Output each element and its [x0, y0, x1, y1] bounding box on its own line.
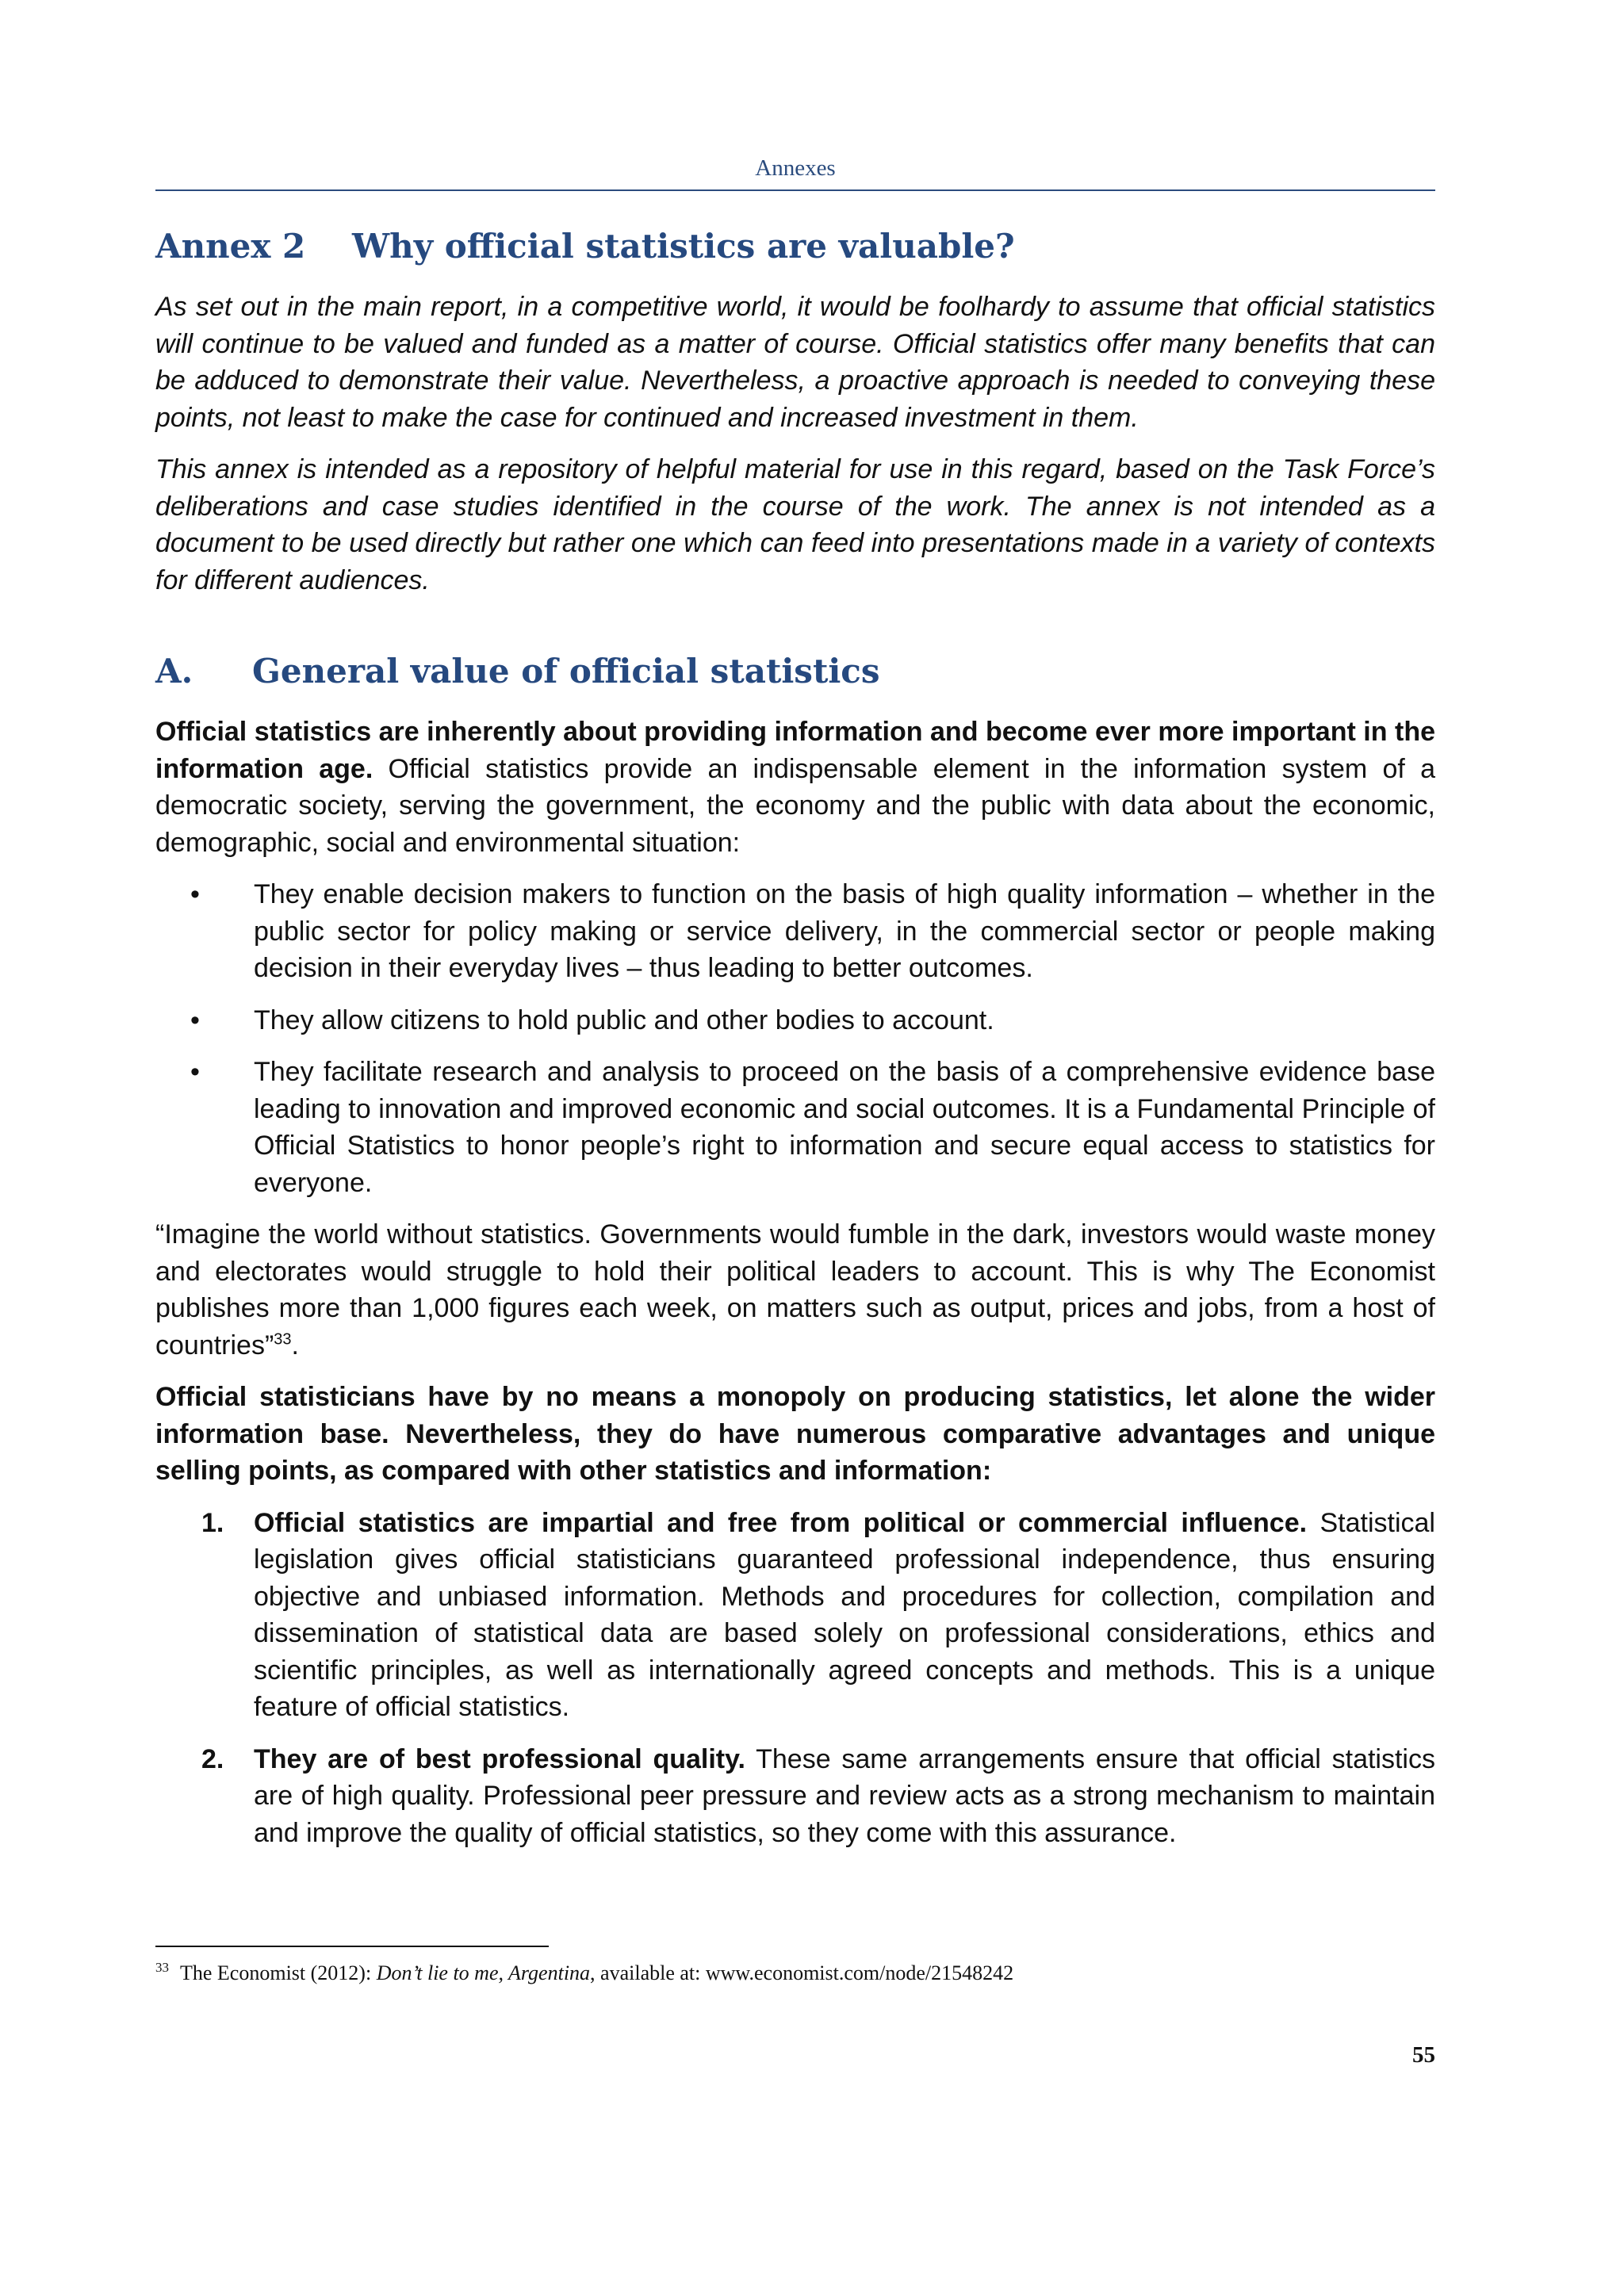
- numbered-list: [155, 1505, 1435, 1852]
- section-title: General value of official statistics: [252, 652, 880, 691]
- intro-paragraph-2: This annex is intended as a repository of helpful material for use in this regard, based on the Task Force’s deliberations and case studies identified in the course of the work. The annex is not intended as a document to be used directly but rather one which can feed into presentations made in a variety of contexts for different audiences.: [155, 454, 1435, 595]
- item-text: These same arrangements ensure that official statistics are of high quality. Professional peer pressure and review acts as a strong mechanism to maintain and improve the quality of official statistics, so they come with this assurance.: [254, 1743, 1435, 1848]
- annex-title-text: Why official statistics are valuable?: [352, 227, 1015, 266]
- section-letter: A.: [155, 652, 193, 691]
- economist-quote: [155, 1216, 1435, 1364]
- footnote: [155, 1961, 1435, 1985]
- footnote-prefix: The Economist (2012):: [180, 1961, 377, 1984]
- item-bold-text: Official statistics are impartial and free from political or commercial influence.: [254, 1507, 1308, 1538]
- section-heading: [155, 652, 1435, 691]
- bullet-marker: •: [190, 1004, 200, 1035]
- bullet-list: [155, 876, 1435, 1201]
- quote-text: “Imagine the world without statistics. Governments would fumble in the dark, investors would waste money and electorates would struggle to hold their political leaders to account. This is why The Economist publishes more than 1,000 figures each week, on matters such as output, prices and jobs, from a host of countries”: [155, 1219, 1435, 1360]
- page-number: 55: [1412, 2042, 1435, 2068]
- numbered-item: [155, 1505, 1435, 1726]
- annex-number: Annex 2: [155, 227, 306, 266]
- bullet-marker: •: [190, 1057, 200, 1087]
- footnote-divider: [155, 1946, 549, 1947]
- running-header: Annexes: [155, 155, 1435, 191]
- lead-bold-text: Official statistics are inherently about providing information and become ever more important in the information age.: [155, 717, 1435, 784]
- bullet-item: [155, 876, 1435, 987]
- quote-end: .: [291, 1330, 299, 1360]
- bullet-item: [155, 1002, 1435, 1039]
- item-number: 2.: [201, 1743, 224, 1774]
- advantages-bold-text: Official statisticians have by no means a monopoly on producing statistics, let alone the wider information base. Nevertheless, they do have numerous comparative advantages and unique selling points, as compared with other statistics and information:: [155, 1382, 1435, 1486]
- item-text: Statistical legislation gives official statisticians guaranteed professional independence, thus ensuring objective and unbiased information. Methods and procedures for collection, compilation and dissemination of statistical data are based solely on professional considerations, ethics and scientific principles, as well as internationally agreed concepts and methods. This is a unique feature of official statistics.: [254, 1507, 1435, 1722]
- footnote-suffix: , available at: www.economist.com/node/21548242: [590, 1961, 1014, 1984]
- intro-paragraph-1: As set out in the main report, in a competitive world, it would be foolhardy to assume that official statistics will continue to be valued and funded as a matter of course. Official statistics offer many benefits that can be adduced to demonstrate their value. Nevertheless, a proactive approach is needed to conveying these points, not least to make the case for continued and increased investment in them.: [155, 292, 1435, 433]
- bullet-text: They allow citizens to hold public and other bodies to account.: [254, 1004, 994, 1035]
- footnote-number: 33: [155, 1960, 169, 1976]
- footnote-reference[interactable]: 33: [274, 1330, 292, 1349]
- item-bold-text: They are of best professional quality.: [254, 1743, 745, 1774]
- item-number: 1.: [201, 1507, 224, 1538]
- lead-text: Official statistics provide an indispensable element in the information system of a democratic society, serving the government, the economy and the public with data about the economic, demographic, social and environmental situation:: [155, 753, 1436, 858]
- bullet-marker: •: [190, 879, 200, 909]
- footnote-article-title: Don’t lie to me, Argentina: [376, 1961, 591, 1984]
- section-body: [155, 714, 1435, 1866]
- annex-title: [155, 227, 1435, 266]
- intro-block: [155, 289, 1435, 614]
- bullet-item: [155, 1054, 1435, 1201]
- bullet-text: They enable decision makers to function on the basis of high quality information – whether in the public sector for policy making or service delivery, in the commercial sector or people making decision in their everyday lives – thus leading to better outcomes.: [254, 879, 1435, 983]
- lead-paragraph: [155, 714, 1435, 861]
- numbered-item: [155, 1741, 1435, 1852]
- bullet-text: They facilitate research and analysis to proceed on the basis of a comprehensive evidence base leading to innovation and improved economic and social outcomes. It is a Fundamental Principle of Official Statistics to honor people’s right to information and secure equal access to statistics for everyone.: [254, 1057, 1435, 1198]
- advantages-paragraph: [155, 1379, 1435, 1490]
